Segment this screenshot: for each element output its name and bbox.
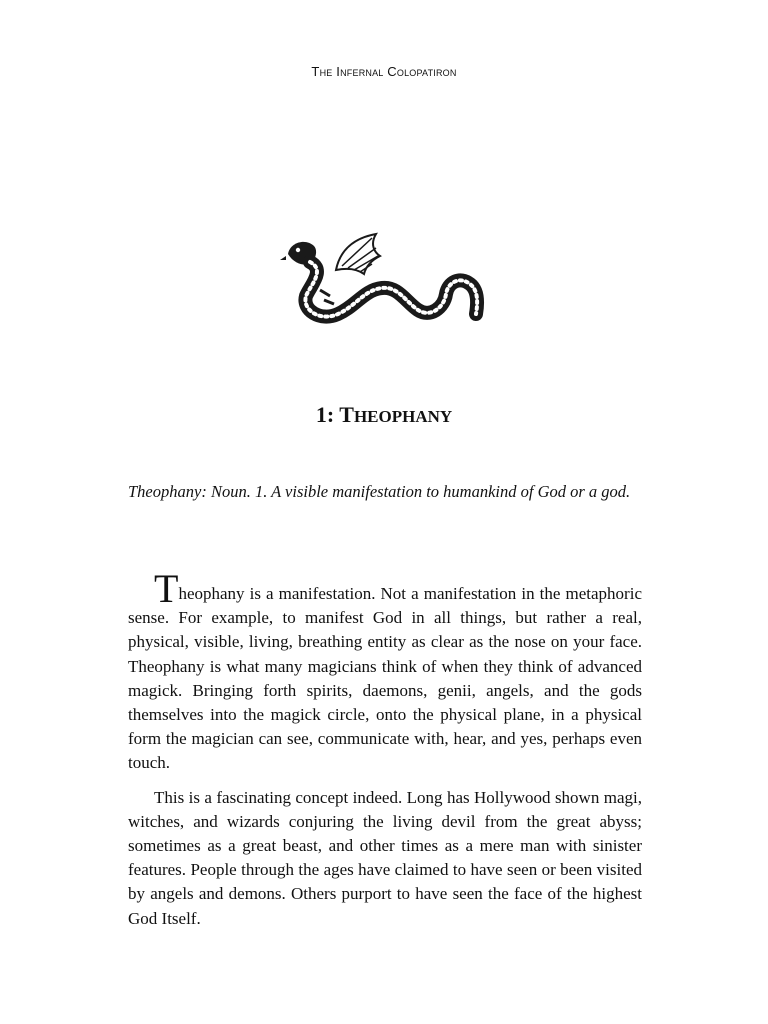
running-header: The Infernal Colopatiron — [311, 64, 457, 79]
chapter-title — [0, 402, 768, 428]
chapter-number: 1: — [315, 402, 335, 427]
paragraph-2: This is a fascinating concept indeed. Long has Hollywood shown magi, witches, and wizards conjuring the living devil from the great abyss; sometimes as a great beast, and other times as a mere man with sinister features. People through the ages have claimed to have seen or been visited by angels and demons. Others purport to have seen the face of the highest God Itself. — [128, 787, 642, 928]
body-text — [128, 566, 642, 931]
winged-serpent-icon — [280, 230, 490, 330]
paragraph-1 — [128, 566, 642, 776]
paragraph-1-text: heophany is a manifestation. Not a manifestation in the metaphoric sense. For example, to manifest God in all things, but rather a real, physical, visible, living, breathing entity as clear as the nose on your face. Theophany is what many magicians think of when they think of advanced magick. Bringing forth spirits, daemons, genii, angels, and the gods themselves into the magick circle, onto the physical plane, in a physical form the magician can see, communicate with, hear, and yes, perhaps even touch. — [128, 584, 642, 773]
chapter-title-rest: HEOPHANY — [353, 407, 453, 426]
chapter-title-initial: T — [339, 402, 354, 427]
drop-cap: T — [154, 566, 179, 611]
definition-epigraph: Theophany: Noun. 1. A visible manifestation to humankind of God or a god. — [128, 482, 631, 501]
